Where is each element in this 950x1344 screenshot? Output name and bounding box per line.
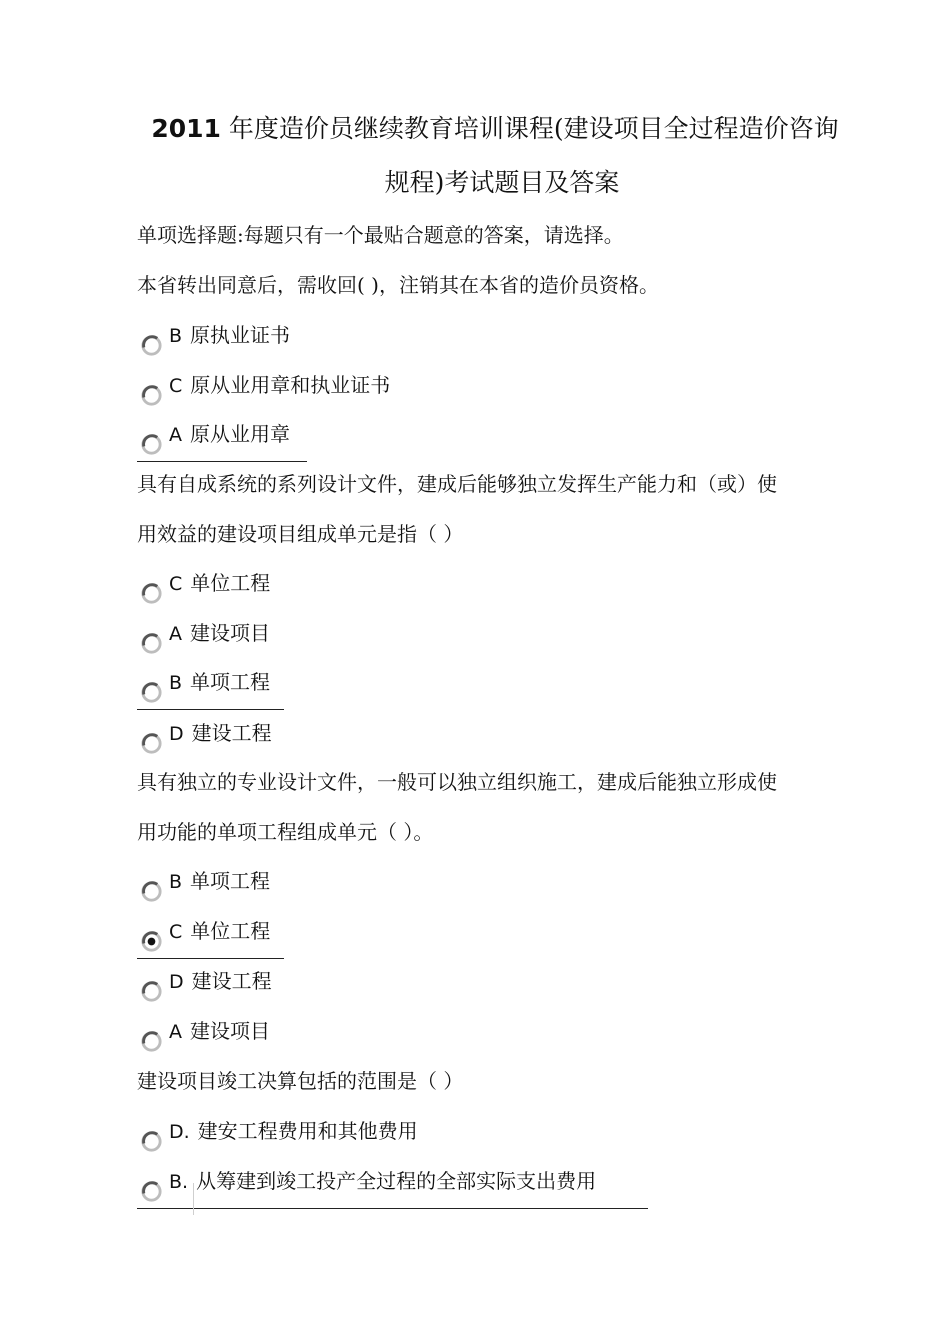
question-3-option-a[interactable]	[137, 1018, 287, 1058]
option-letter: C	[169, 573, 183, 595]
question-4-text: 建设项目竣工决算包括的范围是（ ）	[137, 1069, 464, 1093]
option-text: 单位工程	[190, 571, 271, 595]
option-text: 建设项目	[190, 1019, 270, 1043]
option-label	[169, 570, 270, 597]
radio-button-icon[interactable]	[140, 334, 163, 357]
question-3-option-c-answer[interactable]	[137, 918, 284, 959]
option-letter: C	[169, 921, 183, 943]
option-label	[169, 620, 270, 647]
option-label	[169, 669, 270, 696]
question-1-option-b[interactable]	[137, 322, 291, 362]
option-letter: A	[169, 623, 182, 645]
question-1-option-c[interactable]	[137, 372, 397, 412]
option-letter: B	[169, 672, 183, 694]
option-text: 建设工程	[191, 969, 272, 993]
radio-button-icon[interactable]	[140, 632, 163, 655]
radio-button-icon[interactable]	[140, 732, 163, 755]
radio-button-selected-icon[interactable]	[140, 930, 163, 953]
divider	[193, 1183, 194, 1215]
question-4-option-b-answer[interactable]	[137, 1168, 648, 1209]
question-2-option-b-answer[interactable]	[137, 669, 284, 710]
document-title-line-2: 规程)考试题目及答案	[384, 168, 620, 197]
option-text: 建设工程	[191, 721, 272, 745]
radio-button-icon[interactable]	[140, 681, 163, 704]
option-letter: B	[169, 325, 183, 347]
question-2-option-c[interactable]	[137, 570, 287, 610]
option-label	[169, 968, 272, 995]
option-label	[169, 720, 272, 747]
option-label	[169, 868, 270, 895]
question-4-option-d[interactable]	[137, 1118, 467, 1158]
option-letter: D	[169, 723, 184, 745]
option-text: 单项工程	[190, 869, 271, 893]
option-letter: D.	[169, 1121, 190, 1143]
option-letter: B.	[169, 1171, 189, 1193]
question-3-text-line-2: 用功能的单项工程组成单元（ ）。	[137, 820, 434, 844]
question-2-option-a[interactable]	[137, 620, 287, 660]
radio-button-icon[interactable]	[140, 433, 163, 456]
radio-button-icon[interactable]	[140, 880, 163, 903]
option-text: 单项工程	[190, 670, 271, 694]
option-label	[169, 372, 390, 399]
option-text: 建设项目	[190, 621, 270, 645]
radio-button-icon[interactable]	[140, 1130, 163, 1153]
title-text: 年度造价员继续教育培训课程(建设项目全过程造价咨询	[220, 114, 839, 143]
option-label	[169, 1168, 596, 1195]
option-text: 原从业用章	[190, 422, 290, 446]
question-3-option-d[interactable]	[137, 968, 287, 1008]
option-text: 原执业证书	[190, 323, 291, 347]
question-3-text-line-1: 具有独立的专业设计文件，一般可以独立组织施工，建成后能独立形成使	[137, 770, 777, 794]
title-year: 2011	[151, 114, 221, 143]
option-text: 单位工程	[190, 919, 271, 943]
question-1-option-a-answer[interactable]	[137, 421, 307, 462]
question-2-text-line-2: 用效益的建设项目组成单元是指（ ）	[137, 522, 464, 546]
option-label	[169, 1018, 270, 1045]
option-label	[169, 421, 290, 448]
option-letter: A	[169, 1021, 182, 1043]
option-letter: B	[169, 871, 183, 893]
option-label	[169, 918, 270, 945]
question-3-option-b[interactable]	[137, 868, 287, 908]
option-text: 原从业用章和执业证书	[190, 373, 391, 397]
document-title-line-1	[120, 116, 870, 142]
radio-button-icon[interactable]	[140, 980, 163, 1003]
question-2-option-d[interactable]	[137, 720, 287, 760]
option-text: 建安工程费用和其他费用	[197, 1119, 418, 1143]
option-letter: C	[169, 375, 183, 397]
option-letter: A	[169, 424, 182, 446]
instruction-text: 单项选择题:每题只有一个最贴合题意的答案，请选择。	[137, 223, 624, 247]
radio-button-icon[interactable]	[140, 1180, 163, 1203]
radio-button-icon[interactable]	[140, 582, 163, 605]
question-1-text: 本省转出同意后，需收回( )，注销其在本省的造价员资格。	[137, 273, 659, 297]
option-text: 从筹建到竣工投产全过程的全部实际支出费用	[196, 1169, 597, 1193]
option-letter: D	[169, 971, 184, 993]
option-label	[169, 1118, 418, 1145]
option-label	[169, 322, 290, 349]
radio-button-icon[interactable]	[140, 384, 163, 407]
question-2-text-line-1: 具有自成系统的系列设计文件，建成后能够独立发挥生产能力和（或）使	[137, 472, 777, 496]
radio-button-icon[interactable]	[140, 1030, 163, 1053]
